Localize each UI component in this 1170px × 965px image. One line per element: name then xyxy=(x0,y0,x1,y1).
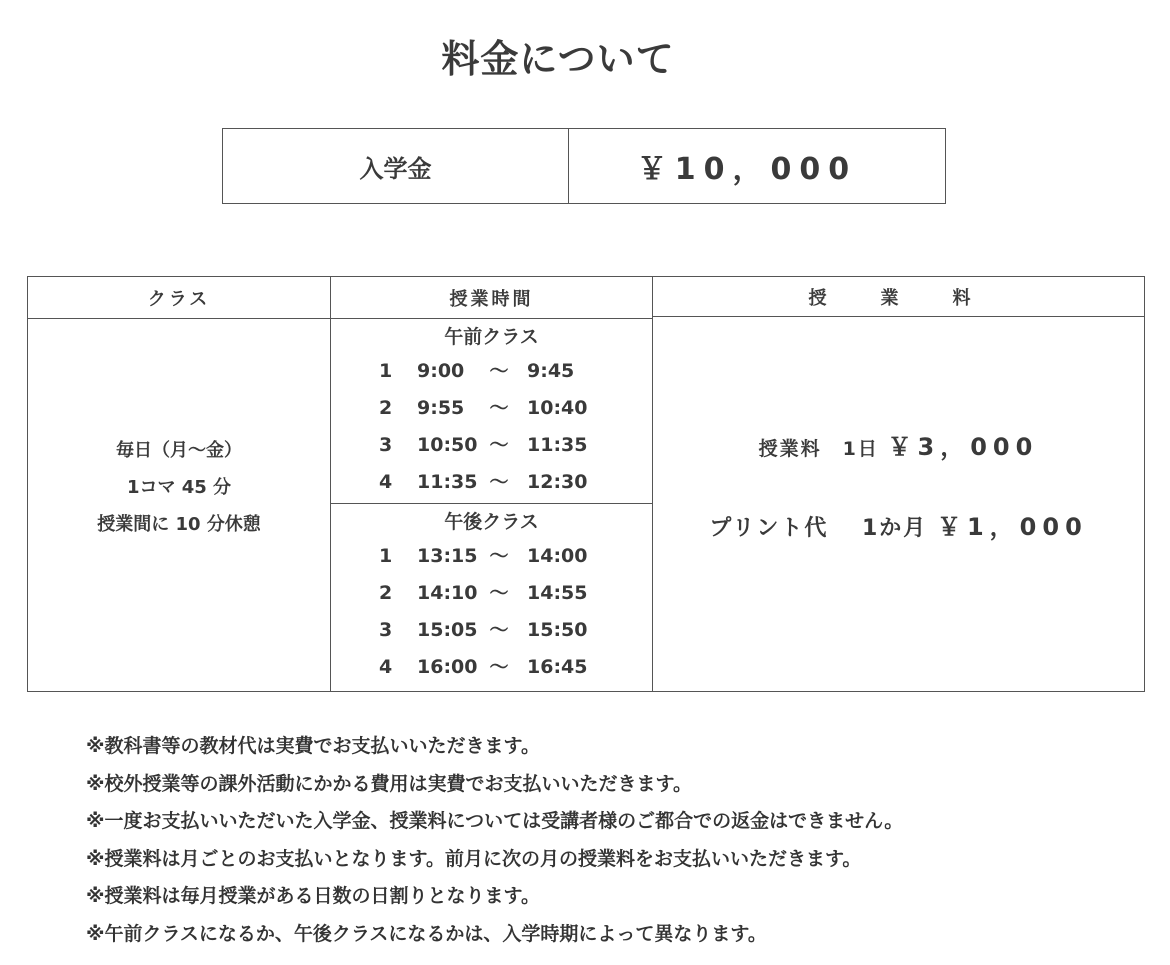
time-slot xyxy=(331,649,652,686)
note-item: ※校外授業等の課外活動にかかる費用は実費でお支払いいただきます。 xyxy=(86,772,692,795)
slot-end: 12:30 xyxy=(527,471,588,493)
enrollment-fee-label: 入学金 xyxy=(223,129,569,203)
slot-tilde: ～ xyxy=(489,619,509,641)
morning-class-title: 午前クラス xyxy=(444,326,539,348)
note-item: ※午前クラスになるか、午後クラスになるかは、入学時期によって異なります。 xyxy=(86,922,767,945)
slot-tilde: ～ xyxy=(489,656,509,678)
slot-number: 2 xyxy=(379,397,393,419)
notes-list xyxy=(86,728,1146,953)
fee-column xyxy=(653,277,1144,691)
time-header: 授業時間 xyxy=(331,277,652,319)
time-slot xyxy=(331,353,652,390)
slot-end: 16:45 xyxy=(527,656,588,678)
page-title: 料金について xyxy=(441,37,675,81)
enrollment-fee-value: ￥10，000 xyxy=(636,152,858,187)
note-item: ※授業料は月ごとのお支払いとなります。前月に次の月の授業料をお支払いいただきます。 xyxy=(86,847,862,870)
fee-header: 授 業 料 xyxy=(653,277,1144,317)
slot-tilde: ～ xyxy=(489,471,509,493)
note-item: ※教科書等の教材代は実費でお支払いいただきます。 xyxy=(86,735,540,757)
print-fee-label: プリント代 1か月 xyxy=(709,516,928,541)
class-header: クラス xyxy=(28,277,330,319)
class-info-line: 毎日（月～金） xyxy=(116,440,242,461)
afternoon-class-title: 午後クラス xyxy=(444,511,539,533)
tuition-fee xyxy=(653,427,1144,462)
time-slot xyxy=(331,612,652,649)
slot-start: 11:35 xyxy=(417,471,478,493)
class-column xyxy=(28,277,331,691)
slot-end: 9:45 xyxy=(527,360,575,382)
slot-tilde: ～ xyxy=(489,434,509,456)
time-slot xyxy=(331,538,652,575)
time-column xyxy=(331,277,653,691)
tuition-fee-value: ￥3，000 xyxy=(887,433,1039,461)
time-slot xyxy=(331,427,652,464)
slot-end: 14:55 xyxy=(527,582,588,604)
time-slot xyxy=(331,575,652,612)
print-fee xyxy=(653,507,1144,542)
slot-start: 9:00 xyxy=(417,360,465,382)
enrollment-fee-box xyxy=(222,128,946,204)
slot-tilde: ～ xyxy=(489,397,509,419)
slot-start: 14:10 xyxy=(417,582,478,604)
note-item: ※一度お支払いいただいた入学金、授業料については受講者様のご都合での返金はできません。 xyxy=(86,810,904,832)
slot-end: 14:00 xyxy=(527,545,588,567)
slot-number: 1 xyxy=(379,360,393,382)
slot-number: 3 xyxy=(379,434,393,456)
slot-end: 15:50 xyxy=(527,619,588,641)
slot-number: 2 xyxy=(379,582,393,604)
print-fee-value: ￥1，000 xyxy=(936,513,1088,541)
slot-start: 16:00 xyxy=(417,656,478,678)
time-slot xyxy=(331,390,652,427)
note-item: ※授業料は毎月授業がある日数の日割りとなります。 xyxy=(86,885,540,907)
slot-start: 9:55 xyxy=(417,397,465,419)
slot-number: 4 xyxy=(379,471,393,493)
time-slot xyxy=(331,464,652,501)
slot-tilde: ～ xyxy=(489,360,509,382)
slot-start: 13:15 xyxy=(417,545,478,567)
class-info-line: 1コマ 45 分 xyxy=(126,477,232,498)
tuition-fee-label: 授業料 1日 xyxy=(758,438,879,460)
slot-tilde: ～ xyxy=(489,582,509,604)
slot-end: 10:40 xyxy=(527,397,588,419)
slot-start: 15:05 xyxy=(417,619,478,641)
slot-tilde: ～ xyxy=(489,545,509,567)
class-info-line: 授業間に 10 分休憩 xyxy=(97,514,261,535)
class-info xyxy=(28,432,330,543)
slot-number: 4 xyxy=(379,656,393,678)
slot-number: 3 xyxy=(379,619,393,641)
slot-end: 11:35 xyxy=(527,434,588,456)
slot-number: 1 xyxy=(379,545,393,567)
slot-start: 10:50 xyxy=(417,434,478,456)
fee-table xyxy=(27,276,1145,692)
